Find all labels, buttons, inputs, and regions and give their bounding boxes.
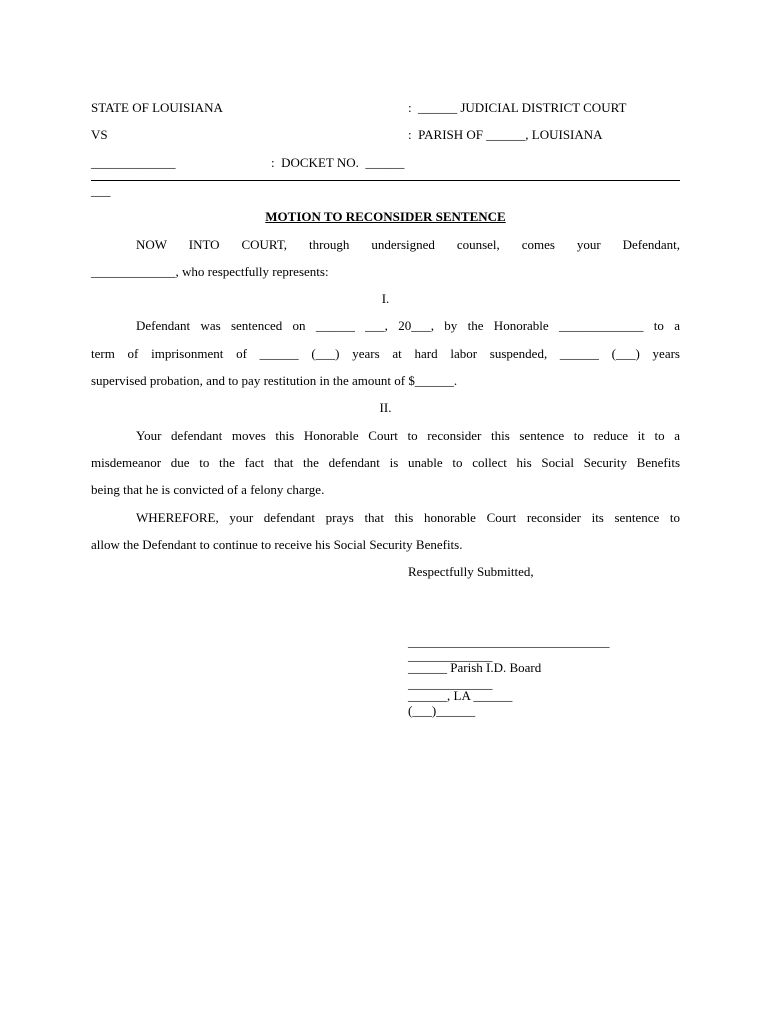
caption-rule-tail: ___ xyxy=(91,183,111,198)
caption-defendant-blank: _____________ xyxy=(91,155,176,170)
signature-closing: Respectfully Submitted, xyxy=(408,564,534,579)
section-1-numeral: I. xyxy=(381,291,390,306)
section-2-line-2: misdemeanor due to the fact that the defendant is unable to collect his Social Security Benefits xyxy=(91,455,680,470)
signature-phone: (___)______ xyxy=(408,703,476,718)
signature-line: _______________________________ xyxy=(408,634,610,649)
section-2-line-1: Your defendant moves this Honorable Court to reconsider this sentence to reduce it to a xyxy=(136,428,680,443)
section-2-line-3: being that he is convicted of a felony charge. xyxy=(91,482,325,497)
signature-name-blank: _____________ xyxy=(408,648,493,663)
signature-board: ______ Parish I.D. Board xyxy=(408,660,542,675)
document-title: MOTION TO RECONSIDER SENTENCE xyxy=(265,209,506,224)
section-2-numeral: II. xyxy=(379,400,392,415)
section-1-line-3: supervised probation, and to pay restitution in the amount of $______. xyxy=(91,373,458,388)
signature-city: ______, LA ______ xyxy=(408,688,513,703)
intro-line-2: _____________, who respectfully represents: xyxy=(91,264,329,279)
caption-parish: : PARISH OF ______, LOUISIANA xyxy=(408,127,603,142)
section-1-line-2: term of imprisonment of ______ (___) years at hard labor suspended, ______ (___) years xyxy=(91,346,680,361)
caption-state: STATE OF LOUISIANA xyxy=(91,100,223,115)
prayer-line-1: WHEREFORE, your defendant prays that this honorable Court reconsider its sentence to xyxy=(136,510,680,525)
prayer-line-2: allow the Defendant to continue to receive his Social Security Benefits. xyxy=(91,537,463,552)
signature-address-blank: _____________ xyxy=(408,676,493,691)
caption-vs: VS xyxy=(91,127,108,142)
caption-docket: : DOCKET NO. ______ xyxy=(271,155,405,170)
caption-court: : ______ JUDICIAL DISTRICT COURT xyxy=(408,100,627,115)
intro-line-1: NOW INTO COURT, through undersigned counsel, comes your Defendant, xyxy=(136,237,680,252)
caption-rule xyxy=(91,180,680,181)
section-1-line-1: Defendant was sentenced on ______ ___, 20___, by the Honorable _____________ to a xyxy=(136,318,680,333)
